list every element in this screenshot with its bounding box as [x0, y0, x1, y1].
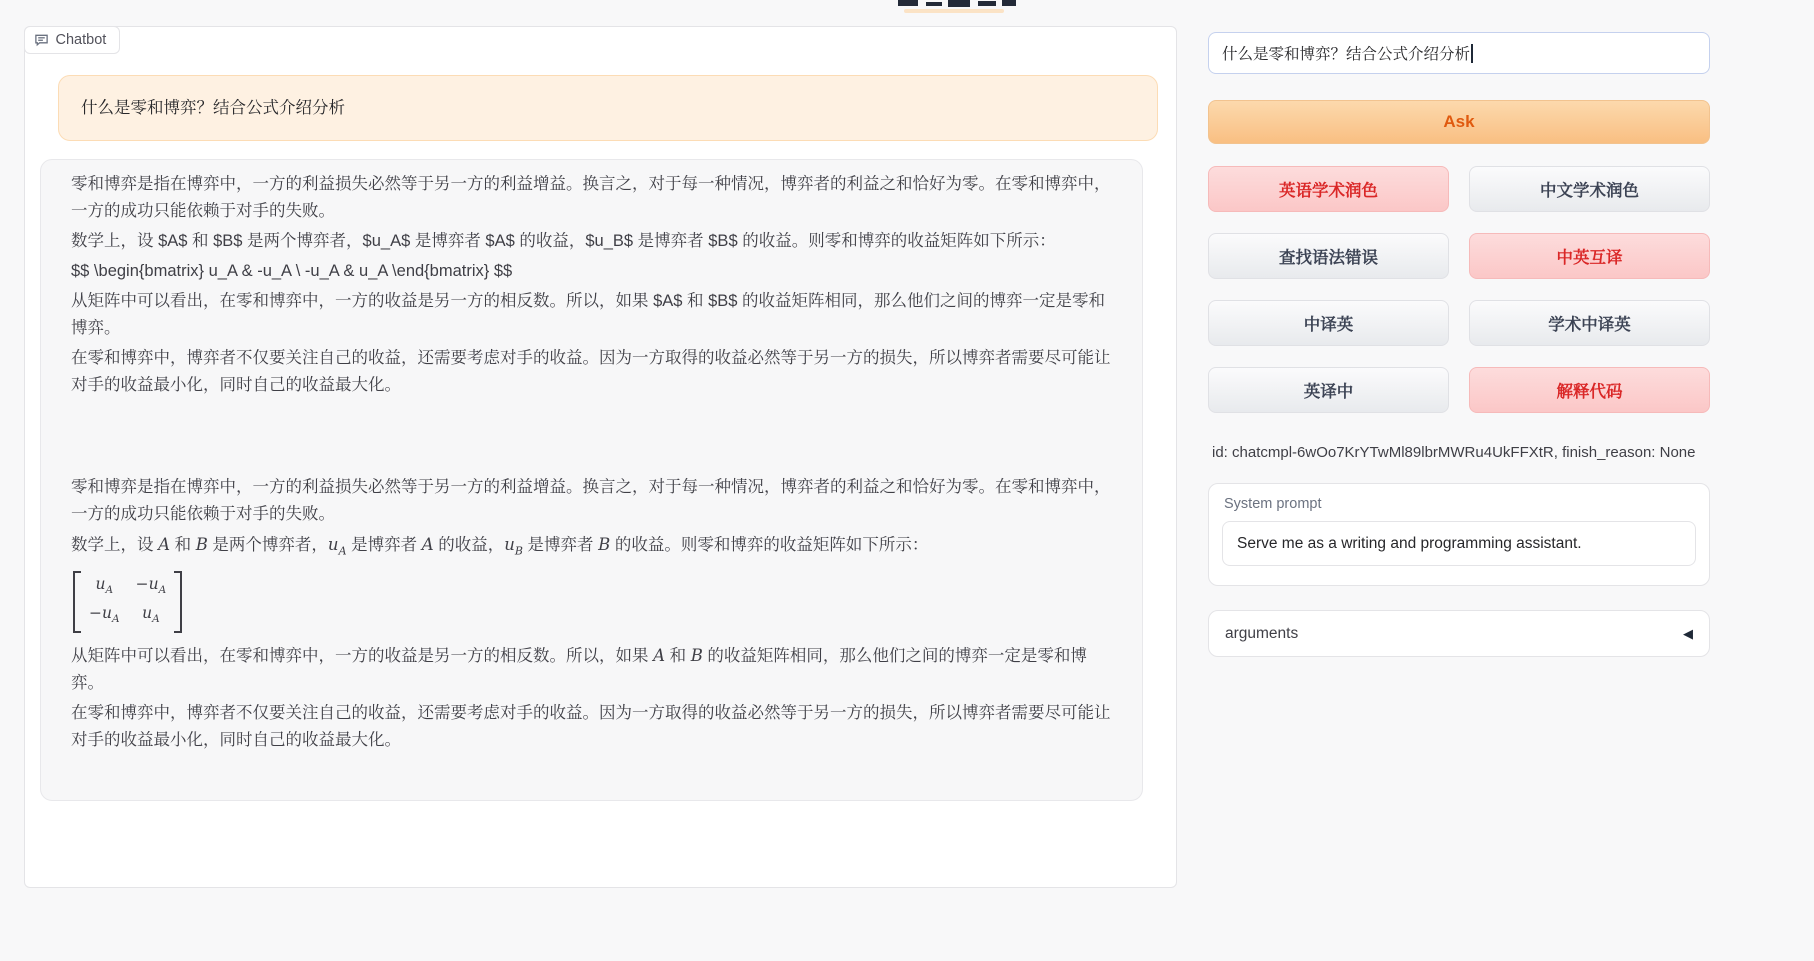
bot-paragraph: 零和博弈是指在博弈中，一方的利益损失必然等于另一方的利益增益。换言之，对于每一种情况，博弈者的利益之和恰好为零。在零和博弈中，一方的成功只能依赖于对手的失败。	[71, 478, 1111, 523]
action-button-grid	[1208, 166, 1710, 413]
user-message-text: 什么是零和博弈？结合公式介绍分析	[81, 99, 345, 117]
system-prompt-label: System prompt	[1224, 496, 1322, 512]
bot-paragraph: 数学上，设 $A$ 和 $B$ 是两个博弈者，$u_A$ 是博弈者 $A$ 的收益，$u_B$ 是博弈者 $B$ 的收益。则零和博弈的收益矩阵如下所示：	[71, 232, 1056, 250]
bot-paragraph: 从矩阵中可以看出，在零和博弈中，一方的收益是另一方的相反数。所以，如果 $A$ 和 $B$ 的收益矩阵相同，那么他们之间的博弈一定是零和博弈。	[71, 292, 1106, 337]
user-message-bubble	[58, 75, 1158, 141]
question-input[interactable]	[1208, 32, 1710, 74]
chatbot-label-text: Chatbot	[55, 31, 107, 48]
matrix-cell: $-u_A$	[135, 575, 167, 597]
action-button[interactable]: 查找语法错误	[1208, 233, 1449, 279]
chatbot-panel	[24, 26, 1177, 888]
question-input-value: 什么是零和博弈？结合公式介绍分析	[1222, 46, 1471, 63]
action-button[interactable]: 英语学术润色	[1208, 166, 1449, 212]
action-button[interactable]: 解释代码	[1469, 367, 1710, 413]
matrix-cell: $u_A$	[142, 604, 160, 626]
bot-paragraph-math: 从矩阵中可以看出，在零和博弈中，一方的收益是另一方的相反数。所以，如果 A 和 B 的收益矩阵相同，那么他们之间的博弈一定是零和博弈。	[71, 646, 1087, 693]
action-button[interactable]: 中英互译	[1469, 233, 1710, 279]
action-button[interactable]: 英译中	[1208, 367, 1449, 413]
bot-paragraph: 在零和博弈中，博弈者不仅要关注自己的收益，还需要考虑对手的收益。因为一方取得的收益必然等于另一方的损失，所以博弈者需要尽可能让对手的收益最小化，同时自己的收益最大化。	[71, 349, 1111, 394]
action-button[interactable]: 中文学术润色	[1469, 166, 1710, 212]
system-prompt-input[interactable]	[1222, 521, 1696, 566]
text-cursor	[1471, 44, 1473, 63]
chat-bubble-icon	[34, 32, 49, 47]
system-prompt-panel	[1208, 483, 1710, 586]
arguments-accordion[interactable]	[1208, 610, 1710, 657]
action-button[interactable]: 中译英	[1208, 300, 1449, 346]
bot-message-bubble	[40, 159, 1143, 801]
collapse-arrow-icon: ◀	[1683, 625, 1693, 641]
action-button[interactable]: 学术中译英	[1469, 300, 1710, 346]
chatbot-label-chip	[24, 26, 121, 54]
clipped-page-title	[896, 0, 1026, 13]
paragraph-gap	[71, 402, 1112, 474]
bot-paragraph: $$ \begin{bmatrix} u_A & -u_A \ -u_A & u_A \end{bmatrix} $$	[71, 262, 513, 280]
matrix-cell: $u_A$	[95, 575, 114, 597]
arguments-accordion-label: arguments	[1225, 624, 1299, 642]
matrix-cell: $-u_A$	[89, 604, 120, 626]
ask-button[interactable]: Ask	[1208, 100, 1710, 144]
bot-paragraph: 在零和博弈中，博弈者不仅要关注自己的收益，还需要考虑对手的收益。因为一方取得的收益必然等于另一方的损失，所以博弈者需要尽可能让对手的收益最小化，同时自己的收益最大化。	[71, 704, 1111, 750]
payoff-matrix	[73, 571, 182, 633]
system-prompt-value: Serve me as a writing and programming assistant.	[1237, 534, 1582, 552]
bot-paragraph: 零和博弈是指在博弈中，一方的利益损失必然等于另一方的利益增益。换言之，对于每一种情况，博弈者的利益之和恰好为零。在零和博弈中，一方的成功只能依赖于对手的失败。	[71, 175, 1111, 220]
response-status-line: id: chatcmpl-6wOo7KrYTwMl89lbrMWRu4UkFFXtR, finish_reason: None	[1212, 444, 1696, 461]
bot-paragraph-math: 数学上，设 A 和 B 是两个博弈者，$u_A$ 是博弈者 A 的收益，$u_B$ 是博弈者 B 的收益。则零和博弈的收益矩阵如下所示：	[71, 535, 929, 558]
